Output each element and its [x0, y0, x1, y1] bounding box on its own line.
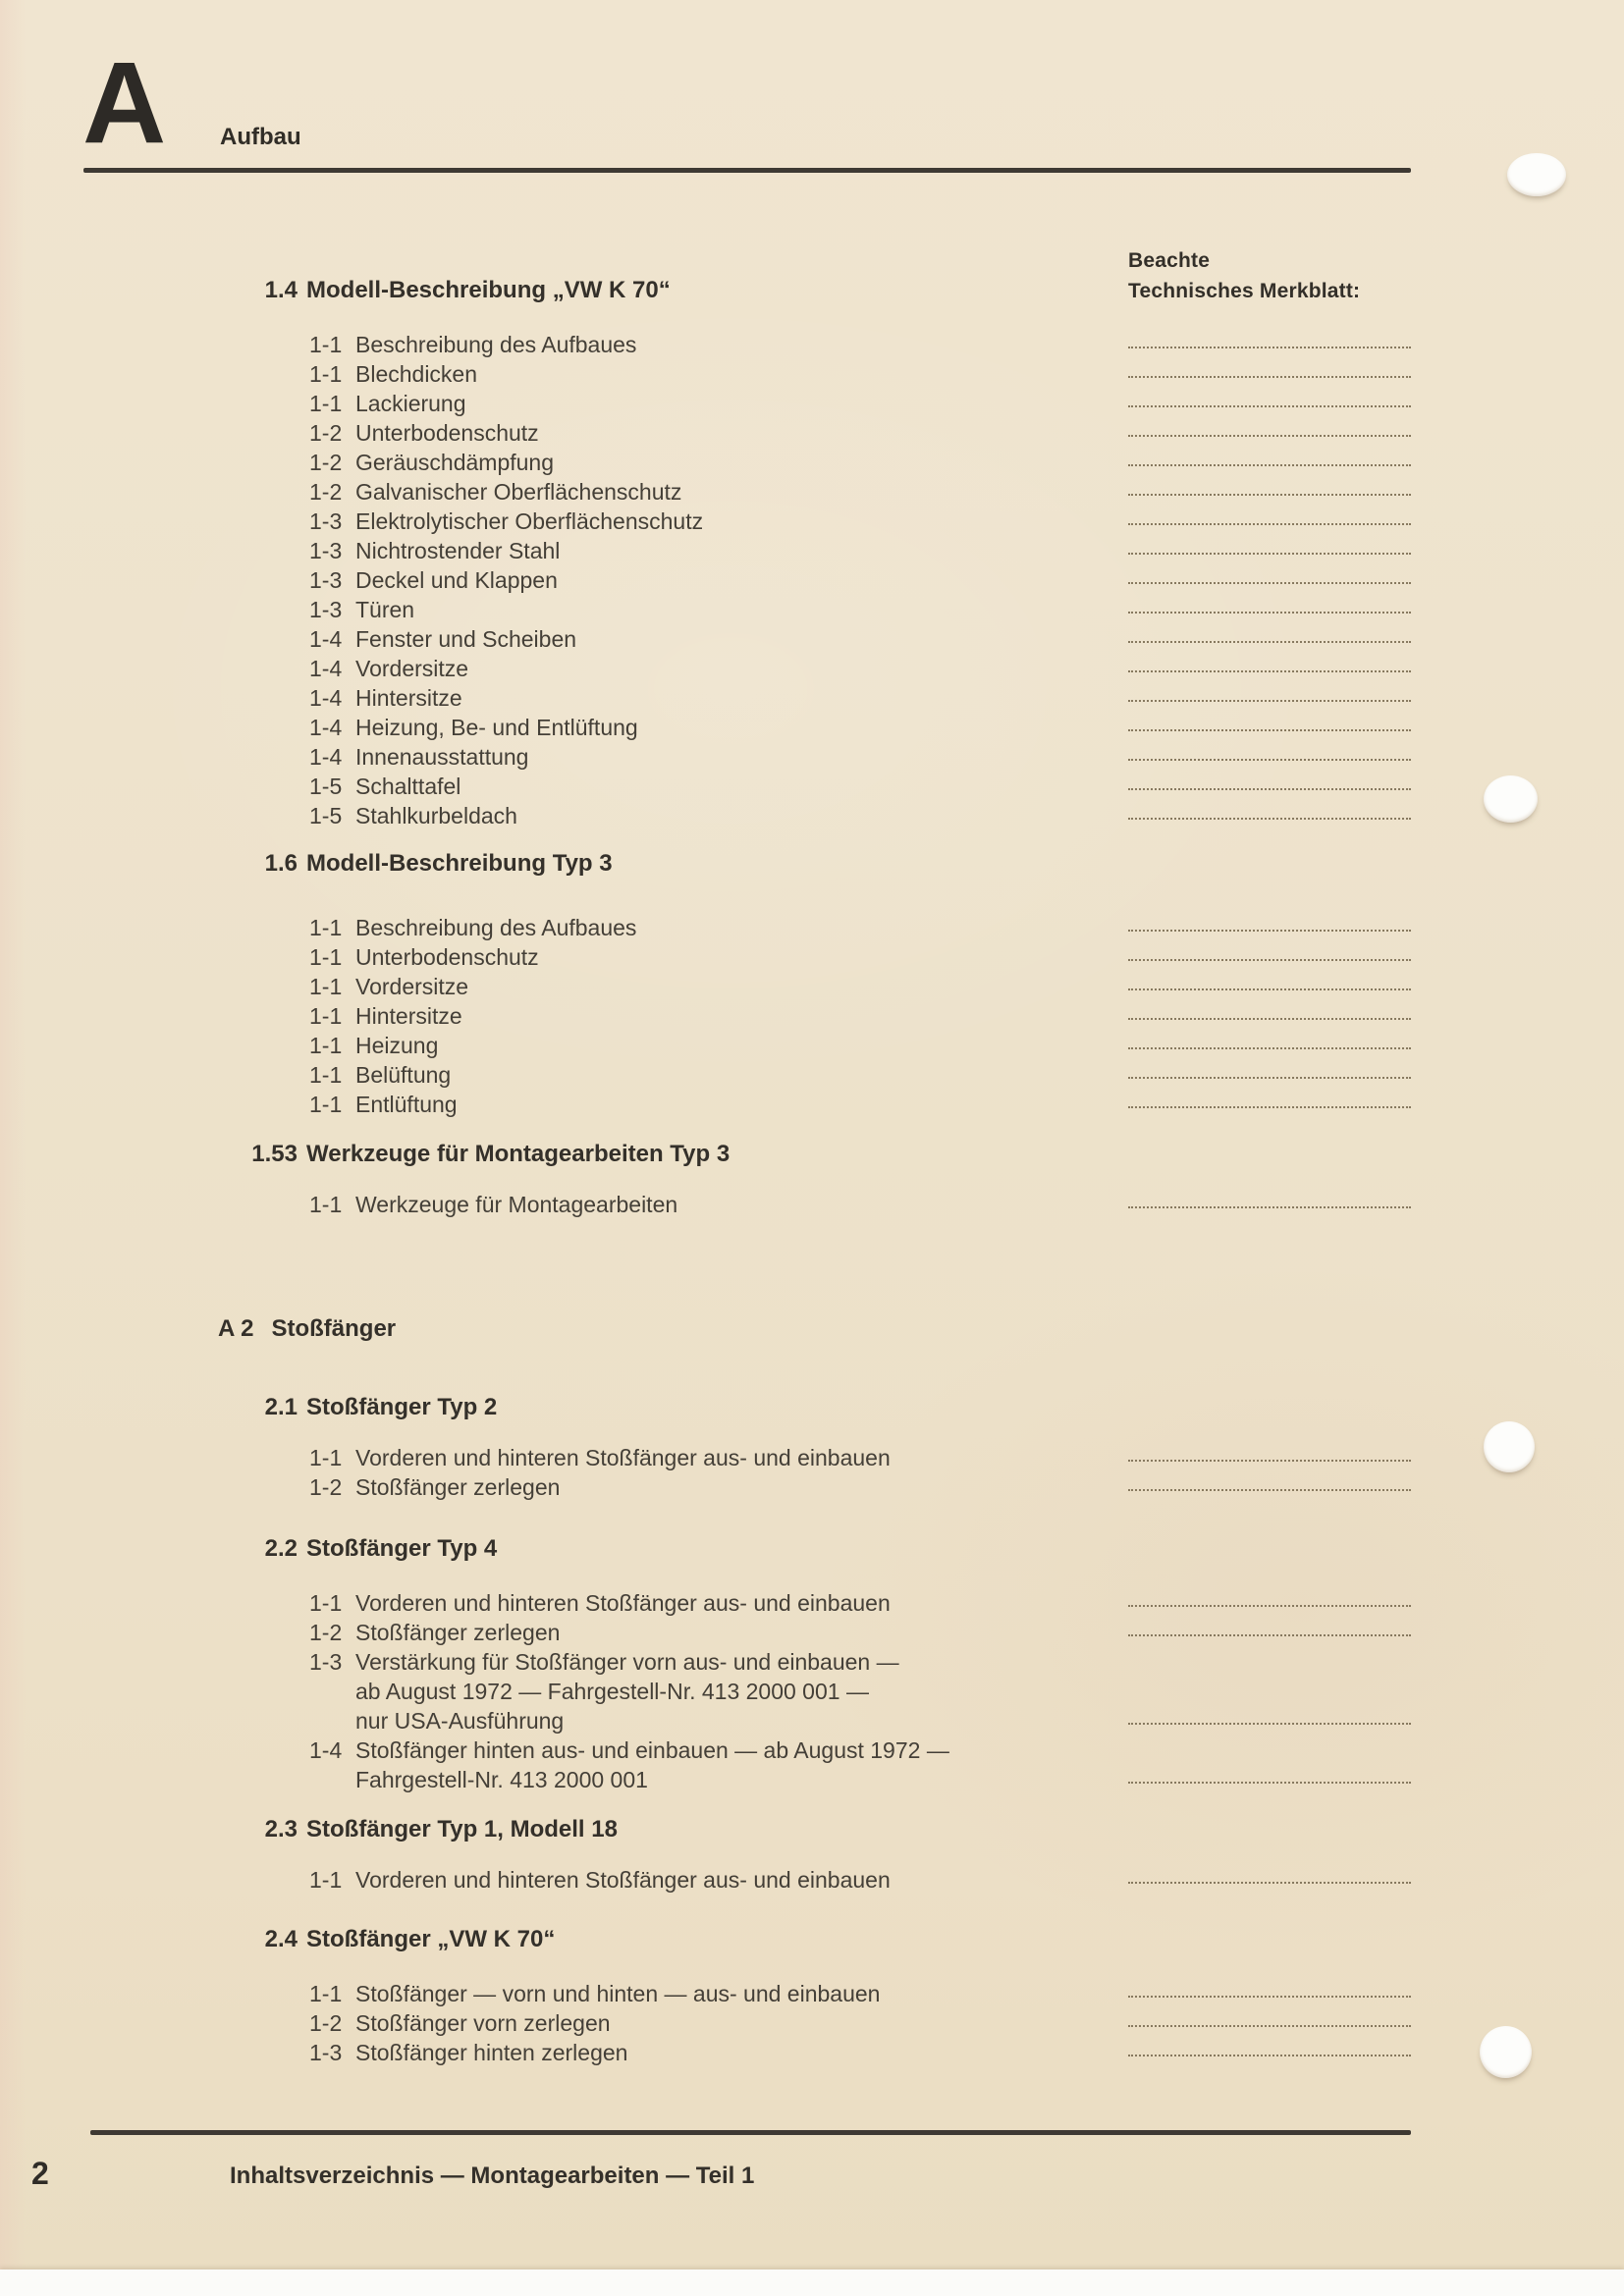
dotted-fill-line [1128, 359, 1411, 378]
section-rows [309, 913, 1419, 1119]
page-number: 2 [31, 2156, 49, 2191]
toc-row-number: 1-2 [309, 1620, 343, 1645]
toc-row [309, 772, 1419, 801]
toc-row-text: 1-2 Stoßfänger vorn zerlegen [309, 2010, 611, 2036]
dotted-fill-line [1128, 1031, 1411, 1049]
toc-row-text: 1-4 Vordersitze [309, 656, 469, 681]
toc-row-text: 1-1 Werkzeuge für Montagearbeiten [309, 1192, 678, 1217]
section-rows [309, 1865, 1419, 1895]
toc-row [309, 2038, 1419, 2067]
toc-row-text: 1-1 Belüftung [309, 1062, 452, 1088]
section-number: 1.53 [251, 1141, 298, 1167]
section-rows [309, 1588, 1419, 1794]
toc-row [309, 1765, 1419, 1794]
dotted-fill-line [1128, 1979, 1411, 1998]
toc-row-number: 1-3 [309, 538, 343, 563]
section-title: Stoßfänger „VW K 70“ [306, 1926, 556, 1952]
toc-row-text: 1-1 Heizung [309, 1033, 439, 1058]
section-heading [196, 1816, 618, 1843]
toc-row-number: 1-1 [309, 332, 343, 357]
toc-row-text: 1-1 Vorderen und hinteren Stoßfänger aus- und einbauen [309, 1445, 891, 1470]
toc-row-number: 1-2 [309, 450, 343, 475]
section-rows [309, 1190, 1419, 1219]
dotted-fill-line [1128, 801, 1411, 820]
toc-row [309, 330, 1419, 359]
toc-row [309, 565, 1419, 595]
section-title: Stoßfänger Typ 2 [306, 1394, 498, 1420]
dotted-fill-line [1128, 595, 1411, 614]
toc-row-text: 1-4 Hintersitze [309, 685, 462, 711]
toc-row [309, 595, 1419, 624]
toc-row [309, 359, 1419, 389]
toc-row [309, 2008, 1419, 2038]
toc-row-number: 1-1 [309, 1445, 343, 1470]
toc-row [309, 418, 1419, 448]
section-number: 2.1 [264, 1394, 298, 1420]
toc-row-number: 1-1 [309, 1192, 343, 1217]
toc-row [309, 1190, 1419, 1219]
dotted-fill-line [1128, 2038, 1411, 2056]
toc-row-text: 1-1 Vorderen und hinteren Stoßfänger aus- und einbauen [309, 1590, 891, 1616]
toc-row-number: 1-4 [309, 656, 343, 681]
toc-row [309, 389, 1419, 418]
toc-row-number: 1-1 [309, 944, 343, 970]
dotted-fill-line [1128, 1765, 1411, 1784]
dotted-fill-line [1128, 1060, 1411, 1079]
dotted-fill-line [1128, 654, 1411, 672]
toc-row-text: 1-5 Stahlkurbeldach [309, 803, 517, 828]
dotted-fill-line [1128, 330, 1411, 348]
section-rows [309, 330, 1419, 830]
toc-row-text: 1-4 Fenster und Scheiben [309, 626, 577, 652]
dotted-fill-line [1128, 1472, 1411, 1491]
toc-row-number: 1-1 [309, 391, 343, 416]
toc-row-text: 1-4 Innenausstattung [309, 744, 529, 770]
dotted-fill-line [1128, 477, 1411, 496]
toc-row [309, 507, 1419, 536]
toc-row [309, 1443, 1419, 1472]
dotted-fill-line [1128, 913, 1411, 932]
toc-row-text: 1-3 Nichtrostender Stahl [309, 538, 561, 563]
toc-row [309, 713, 1419, 742]
section-title: Modell-Beschreibung „VW K 70“ [306, 277, 671, 303]
toc-row-text: 1-2 Geräuschdämpfung [309, 450, 555, 475]
dotted-fill-line [1128, 1190, 1411, 1208]
footer-rule [90, 2130, 1411, 2135]
toc-row [309, 448, 1419, 477]
section-number: 2.2 [264, 1535, 298, 1562]
dotted-fill-line [1128, 1443, 1411, 1462]
toc-row-text: 1-4 Heizung, Be- und Entlüftung [309, 715, 638, 740]
dotted-fill-line [1128, 1588, 1411, 1607]
dotted-fill-line [1128, 565, 1411, 584]
notice-line2: Technisches Merkblatt: [1128, 280, 1361, 302]
chapter-heading-a2 [218, 1315, 396, 1343]
notice-header [1128, 245, 1360, 306]
scan-edge [0, 2269, 1624, 2296]
toc-row-text: 1-2 Galvanischer Oberflächenschutz [309, 479, 682, 505]
dotted-fill-line [1128, 624, 1411, 643]
toc-row-text: 1-2 Unterbodenschutz [309, 420, 539, 446]
toc-row-text: 1-1 Unterbodenschutz [309, 944, 539, 970]
toc-row-text: 1-1 Blechdicken [309, 361, 478, 387]
dotted-fill-line [1128, 389, 1411, 407]
toc-row-number: 1-1 [309, 1003, 343, 1029]
toc-row [309, 1979, 1419, 2008]
dotted-fill-line [1128, 448, 1411, 466]
toc-row-text: 1-3 Verstärkung für Stoßfänger vorn aus- und einbauen — [309, 1649, 899, 1675]
toc-row [309, 624, 1419, 654]
toc-row [309, 654, 1419, 683]
toc-row-number: 1-1 [309, 1981, 343, 2006]
chapter-number: A 2 [218, 1315, 254, 1342]
toc-row-number: 1-3 [309, 567, 343, 593]
toc-row-number: 1-1 [309, 1092, 343, 1117]
toc-row-number: 1-2 [309, 479, 343, 505]
dotted-fill-line [1128, 536, 1411, 555]
dotted-fill-line [1128, 1001, 1411, 1020]
toc-row-text: 1-3 Stoßfänger hinten zerlegen [309, 2040, 628, 2065]
toc-row [309, 1060, 1419, 1090]
section-rows [309, 1979, 1419, 2067]
toc-row-text: nur USA-Ausführung [355, 1708, 565, 1734]
section-heading [196, 1535, 497, 1563]
toc-row-text: 1-2 Stoßfänger zerlegen [309, 1474, 561, 1500]
toc-row [309, 913, 1419, 942]
toc-row-number: 1-2 [309, 1474, 343, 1500]
hole-punch [1480, 2026, 1532, 2078]
chapter-label: Aufbau [220, 124, 301, 150]
toc-row-number: 1-3 [309, 1649, 343, 1675]
notice-line1: Beachte [1128, 249, 1211, 272]
toc-row [309, 1472, 1419, 1502]
toc-row [309, 1647, 1419, 1677]
dotted-fill-line [1128, 1090, 1411, 1108]
toc-row-text: Fahrgestell-Nr. 413 2000 001 [355, 1767, 648, 1792]
toc-row [309, 683, 1419, 713]
footer-title: Inhaltsverzeichnis — Montagearbeiten — Teil 1 [230, 2163, 755, 2189]
toc-row [309, 536, 1419, 565]
toc-row [309, 1001, 1419, 1031]
toc-row-text: 1-1 Beschreibung des Aufbaues [309, 915, 637, 940]
section-heading [196, 1394, 497, 1421]
toc-row-text: 1-1 Vorderen und hinteren Stoßfänger aus- und einbauen [309, 1867, 891, 1893]
chapter-letter: A [82, 38, 165, 168]
dotted-fill-line [1128, 1618, 1411, 1636]
toc-row [309, 1677, 1419, 1706]
chapter-title: Stoßfänger [271, 1315, 397, 1342]
toc-row-text: 1-3 Elektrolytischer Oberflächenschutz [309, 508, 704, 534]
section-title: Werkzeuge für Montagearbeiten Typ 3 [306, 1141, 731, 1167]
toc-row-text: 1-1 Lackierung [309, 391, 466, 416]
toc-row-text: 1-5 Schalttafel [309, 774, 461, 799]
toc-row [309, 1706, 1419, 1735]
section-title: Stoßfänger Typ 1, Modell 18 [306, 1816, 618, 1842]
toc-row-number: 1-3 [309, 597, 343, 622]
toc-row [309, 1588, 1419, 1618]
toc-row-text: 1-1 Hintersitze [309, 1003, 462, 1029]
toc-row-number: 1-1 [309, 1867, 343, 1893]
toc-row-text: 1-1 Entlüftung [309, 1092, 458, 1117]
toc-row-number: 1-2 [309, 420, 343, 446]
hole-punch [1484, 1421, 1535, 1472]
toc-row-text: 1-1 Beschreibung des Aufbaues [309, 332, 637, 357]
toc-row-text: 1-3 Deckel und Klappen [309, 567, 558, 593]
toc-row-number: 1-1 [309, 1590, 343, 1616]
toc-row-number: 1-2 [309, 2010, 343, 2036]
toc-row-number: 1-1 [309, 1062, 343, 1088]
section-heading [196, 850, 613, 878]
toc-row-text: ab August 1972 — Fahrgestell-Nr. 413 2000 001 — [355, 1679, 869, 1704]
header-rule [83, 168, 1411, 173]
section-number: 2.4 [264, 1926, 298, 1952]
toc-row [309, 1735, 1419, 1765]
toc-row-text: 1-1 Stoßfänger — vorn und hinten — aus- und einbauen [309, 1981, 881, 2006]
hole-punch [1484, 775, 1538, 823]
toc-row-number: 1-4 [309, 1737, 343, 1763]
toc-row-number: 1-1 [309, 1033, 343, 1058]
toc-row [309, 742, 1419, 772]
section-number: 1.4 [264, 277, 298, 303]
toc-row-number: 1-4 [309, 626, 343, 652]
dotted-fill-line [1128, 742, 1411, 761]
dotted-fill-line [1128, 1865, 1411, 1884]
toc-row-text: 1-1 Vordersitze [309, 974, 469, 999]
toc-row [309, 477, 1419, 507]
toc-row-number: 1-1 [309, 361, 343, 387]
toc-row-number: 1-3 [309, 508, 343, 534]
toc-row [309, 942, 1419, 972]
toc-row-number: 1-1 [309, 915, 343, 940]
toc-row-number: 1-1 [309, 974, 343, 999]
section-title: Modell-Beschreibung Typ 3 [306, 850, 613, 877]
dotted-fill-line [1128, 772, 1411, 790]
dotted-fill-line [1128, 942, 1411, 961]
dotted-fill-line [1128, 713, 1411, 731]
toc-row-number: 1-5 [309, 803, 343, 828]
dotted-fill-line [1128, 418, 1411, 437]
toc-row-text: 1-4 Stoßfänger hinten aus- und einbauen — ab August 1972 — [309, 1737, 949, 1763]
toc-row-number: 1-5 [309, 774, 343, 799]
dotted-fill-line [1128, 2008, 1411, 2027]
toc-row-text: 1-2 Stoßfänger zerlegen [309, 1620, 561, 1645]
toc-row [309, 1865, 1419, 1895]
section-heading [196, 1141, 730, 1168]
section-rows [309, 1443, 1419, 1502]
toc-row [309, 801, 1419, 830]
dotted-fill-line [1128, 683, 1411, 702]
dotted-fill-line [1128, 507, 1411, 525]
dotted-fill-line [1128, 1706, 1411, 1725]
toc-row-number: 1-4 [309, 715, 343, 740]
section-number: 2.3 [264, 1816, 298, 1842]
toc-row-number: 1-4 [309, 685, 343, 711]
section-heading [196, 277, 671, 304]
section-number: 1.6 [264, 850, 298, 877]
hole-punch [1507, 153, 1566, 196]
toc-row [309, 1090, 1419, 1119]
section-heading [196, 1926, 555, 1953]
toc-row [309, 1618, 1419, 1647]
toc-row-number: 1-4 [309, 744, 343, 770]
toc-row [309, 972, 1419, 1001]
toc-row [309, 1031, 1419, 1060]
dotted-fill-line [1128, 972, 1411, 990]
toc-row-number: 1-3 [309, 2040, 343, 2065]
section-title: Stoßfänger Typ 4 [306, 1535, 498, 1562]
toc-row-text: 1-3 Türen [309, 597, 415, 622]
